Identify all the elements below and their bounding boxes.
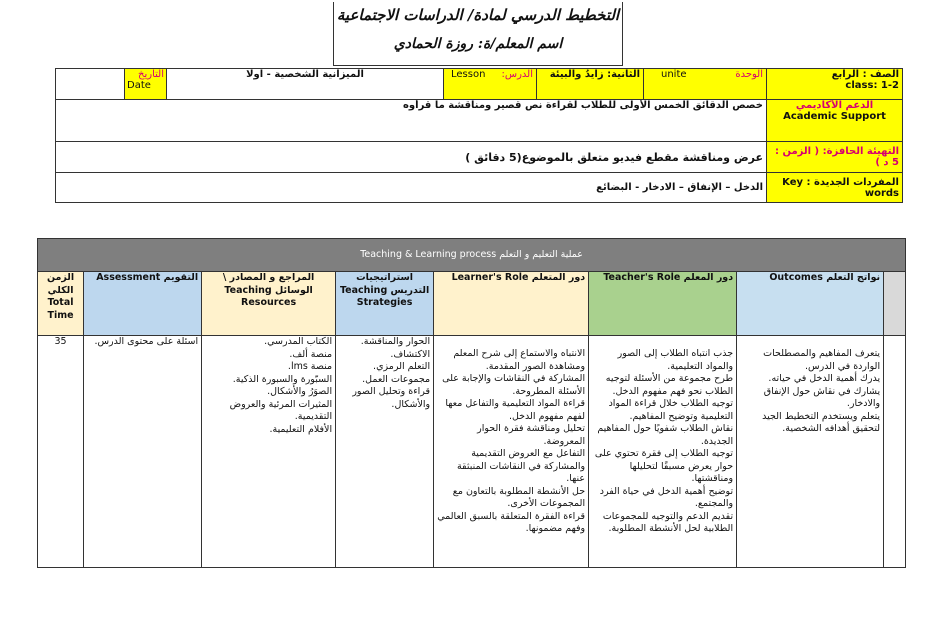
teacher-role-header: دور المعلم Teacher's Role	[589, 272, 737, 336]
date-cell	[56, 69, 167, 100]
unit-label-en: unite	[661, 69, 687, 80]
assessment-header: التقويم Assessment	[84, 272, 202, 336]
time-cell: 35	[38, 336, 84, 568]
learner-role-cell: الانتباه والاستماع إلى شرح المعلم ومشاهدة الصور المقدمة. المشاركة في النقاشات والإجابة على الأسئلة المطروحة. قراءة المواد التعليمية والتفاعل معها لفهم مفهوم الدخل. تحليل ومناقشة فقرة الحوار المعروضة. التفاعل مع العروض التقديمية والمشاركة في النقاشات المنبثقة عنها. حل الأنشطة المطلوبة بالتعاون مع المجموعات الأخرى. قراءة الفقرة المتعلقة بالسبق العالمي وفهم مضمونها.	[434, 336, 589, 568]
lesson-label-ar: الدرس:	[501, 69, 533, 80]
process-header: عملية التعليم و التعلم Teaching & Learning process	[38, 239, 906, 272]
lesson-label-cell	[444, 69, 537, 100]
date-label-en: Date	[127, 80, 151, 91]
unit-label-cell	[644, 69, 767, 100]
motivation-label: التهيئة الحافزة: ( الزمن : 5 د )	[767, 142, 903, 173]
date-label-ar: التاريخ	[138, 69, 164, 80]
strategies-header: استراتيجيات التدريس Teaching Strategies	[336, 272, 434, 336]
teacher-role-cell: جذب انتباه الطلاب إلى الصور والمواد التعليمية. طرح مجموعة من الأسئلة لتوجيه الطلاب نحو فهم مفهوم الدخل. توجيه الطلاب خلال قراءة المواد التعليمية وتوضيح المفاهيم. نقاش الطلاب شفويًا حول المفاهيم الجديدة. توجيه الطلاب إلى فقرة تحتوي على حوار يعرض مسبقًا لتحليلها ومناقشتها. توضيح أهمية الدخل في حياة الفرد والمجتمع. تقديم الدعم والتوجيه للمجموعات الطلابية لحل الأنشطة المطلوبة.	[589, 336, 737, 568]
spacer-cell	[884, 272, 906, 336]
assessment-cell: اسئلة على محتوى الدرس.	[84, 336, 202, 568]
academic-label-ar: الدعم الأكاديمي	[795, 100, 874, 111]
resources-cell: الكتاب المدرسي. منصة ألف. منصة lms. السبّورة والسبورة الذكية. الصوَرُ والأشكال. المثيرات المرئية والعروض التقديمية. الأفلام التعليمية.	[202, 336, 336, 568]
unit-label-ar: الوحدة	[735, 69, 763, 80]
motivation-text: عرض ومناقشة مقطع فيديو متعلق بالموضوع(5 دقائق )	[56, 142, 767, 173]
outcomes-header: نواتج التعلم Outcomes	[737, 272, 884, 336]
teaching-process-table	[37, 238, 906, 568]
vocab-text: الدخل – الإنفاق – الادخار - البضائع	[56, 173, 767, 203]
lesson-value: الميزانية الشخصية - اولا	[167, 69, 444, 100]
lesson-plan-header	[333, 2, 623, 66]
academic-label-en: Academic Support	[783, 111, 886, 122]
academic-support-text: خصص الدقائق الخمس الأولى للطلاب لقراءة نص قصير ومناقشة ما قرأوه	[56, 100, 767, 142]
vocab-label: المفردات الجديدة : Key words	[767, 173, 903, 203]
lesson-info-table	[55, 68, 903, 203]
unit-value: الثانية: زايدُ والبيئة	[537, 69, 644, 100]
grade-cell	[767, 69, 903, 100]
strategies-cell: الحوار والمناقشة. الاكتشاف. التعلم الرمزي. مجموعات العمل. قراءة وتحليل الصور والأشكال.	[336, 336, 434, 568]
teacher-name: اسم المعلم/ة: روزة الحمادي	[393, 36, 563, 52]
class-label: 1-2 :class	[845, 80, 899, 91]
academic-support-label	[767, 100, 903, 142]
resources-header: المراجع و المصادر \ الوسائل Teaching Resources	[202, 272, 336, 336]
spacer-body-cell	[884, 336, 906, 568]
time-header: الزمن الكلي Total Time	[38, 272, 84, 336]
outcomes-cell: يتعرف المفاهيم والمصطلحات الواردة في الدرس. يدرك أهمية الدخل في حياته. يشارك في نقاش حول الإنفاق والادخار. يتعلم ويستخدم التخطيط الجيد لتحقيق أهدافه الشخصية.	[737, 336, 884, 568]
learner-role-header: دور المتعلم Learner's Role	[434, 272, 589, 336]
grade-label: الصف : الرابع	[831, 69, 899, 80]
lesson-label-en: Lesson	[451, 69, 486, 80]
document-title: التخطيط الدرسي لمادة/ الدراسات الاجتماعية	[336, 6, 620, 24]
